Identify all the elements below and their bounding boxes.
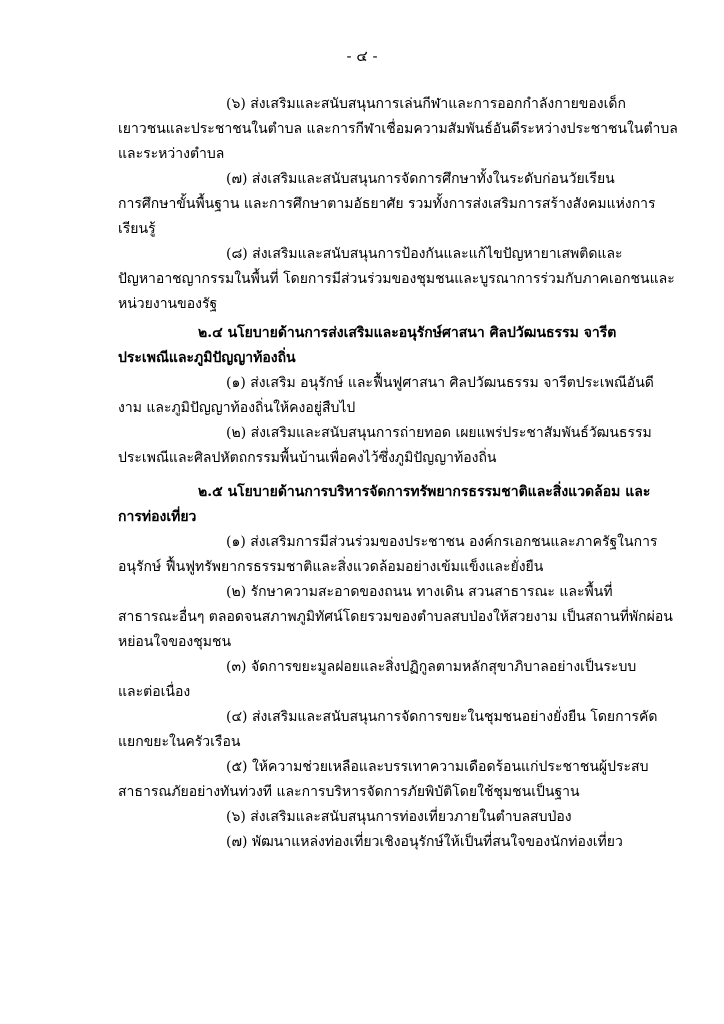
text-line: (๖) ส่งเสริมและสนับสนุนการเล่นกีฬาและการออกกำลังกายของเด็ก bbox=[226, 96, 626, 112]
page-number: - ๔ - bbox=[346, 47, 378, 65]
text-line: (๗) ส่งเสริมและสนับสนุนการจัดการศึกษาทั้งในระดับก่อนวัยเรียน bbox=[226, 171, 615, 187]
list-item-education bbox=[118, 167, 656, 242]
heading-line: ๒.๔ นโยบายด้านการส่งเสริมและอนุรักษ์ศาสนา ศิลปวัฒนธรรม จารีต bbox=[198, 325, 617, 341]
text-line: (๖) ส่งเสริมและสนับสนุนการท่องเที่ยวภายในตำบลสบป่อง bbox=[226, 809, 572, 825]
section-heading-2-4 bbox=[118, 321, 638, 371]
text-line: งาม และภูมิปัญญาท้องถิ่นให้คงอยู่สืบไป bbox=[118, 400, 356, 416]
text-line: แยกขยะในครัวเรือน bbox=[118, 734, 241, 750]
list-item-drug-prevention bbox=[118, 242, 675, 317]
list-item bbox=[118, 371, 654, 421]
text-line: (๓) จัดการขยะมูลฝอยและสิ่งปฏิกูลตามหลักสุขาภิบาลอย่างเป็นระบบ bbox=[226, 659, 637, 675]
text-line: (๔) ส่งเสริมและสนับสนุนการจัดการขยะในชุมชนอย่างยั่งยืน โดยการคัด bbox=[226, 709, 658, 725]
text-line: ปัญหาอาชญากรรมในพื้นที่ โดยการมีส่วนร่วมของชุมชนและบูรณาการร่วมกับภาคเอกชนและ bbox=[118, 271, 675, 287]
list-item bbox=[118, 580, 673, 655]
list-item-sport bbox=[118, 92, 678, 167]
text-line: อนุรักษ์ ฟื้นฟูทรัพยากรธรรมชาติและสิ่งแวดล้อมอย่างเข้มแข็งและยั่งยืน bbox=[118, 559, 544, 575]
text-line: (๕) ให้ความช่วยเหลือและบรรเทาความเดือดร้อนแก่ประชาชนผู้ประสบ bbox=[226, 759, 649, 775]
text-line: เรียนรู้ bbox=[118, 221, 156, 237]
list-item bbox=[118, 530, 658, 580]
text-line: ประเพณีและศิลปหัตถกรรมพื้นบ้านเพื่อคงไว้ซึ่งภูมิปัญญาท้องถิ่น bbox=[118, 450, 497, 466]
list-item bbox=[118, 755, 649, 805]
heading-line: ๒.๕ นโยบายด้านการบริหารจัดการทรัพยากรธรรมชาติและสิ่งแวดล้อม และ bbox=[198, 484, 651, 500]
text-line: เยาวชนและประชาชนในตำบล และการกีฬาเชื่อมความสัมพันธ์อันดีระหว่างประชาชนในตำบล bbox=[118, 121, 678, 137]
text-line: การศึกษาขั้นพื้นฐาน และการศึกษาตามอัธยาศัย รวมทั้งการส่งเสริมการสร้างสังคมแห่งการ bbox=[118, 196, 656, 212]
list-item bbox=[118, 705, 658, 755]
text-line: และระหว่างตำบล bbox=[118, 146, 225, 162]
heading-line: การท่องเที่ยว bbox=[118, 509, 197, 525]
text-line: สาธารณภัยอย่างทันท่วงที และการบริหารจัดการภัยพิบัติโดยใช้ชุมชนเป็นฐาน bbox=[118, 784, 580, 800]
text-line: (๒) รักษาความสะอาดของถนน ทางเดิน สวนสาธารณะ และพื้นที่ bbox=[226, 584, 613, 600]
list-item bbox=[118, 421, 652, 471]
text-line: สาธารณะอื่นๆ ตลอดจนสภาพภูมิทัศน์โดยรวมของตำบลสบป่องให้สวยงาม เป็นสถานที่พักผ่อน bbox=[118, 609, 673, 625]
text-line: (๑) ส่งเสริมการมีส่วนร่วมของประชาชน องค์กรเอกชนและภาครัฐในการ bbox=[226, 534, 658, 550]
text-line: (๑) ส่งเสริม อนุรักษ์ และฟื้นฟูศาสนา ศิลปวัฒนธรรม จารีตประเพณีอันดี bbox=[226, 375, 654, 391]
text-line: หน่วยงานของรัฐ bbox=[118, 296, 218, 312]
section-heading-2-5 bbox=[118, 480, 651, 530]
list-item bbox=[118, 830, 638, 855]
text-line: (๒) ส่งเสริมและสนับสนุนการถ่ายทอด เผยแพร่ประชาสัมพันธ์วัฒนธรรม bbox=[226, 425, 652, 441]
text-line: (๘) ส่งเสริมและสนับสนุนการป้องกันและแก้ไขปัญหายาเสพติดและ bbox=[226, 246, 623, 262]
text-line: (๗) พัฒนาแหล่งท่องเที่ยวเชิงอนุรักษ์ให้เป็นที่สนใจของนักท่องเที่ยว bbox=[226, 834, 623, 850]
heading-line: ประเพณีและภูมิปัญญาท้องถิ่น bbox=[118, 350, 296, 366]
list-item bbox=[118, 655, 638, 705]
document-body bbox=[118, 92, 678, 855]
list-item bbox=[118, 805, 638, 830]
text-line: หย่อนใจของชุมชน bbox=[118, 634, 232, 650]
text-line: และต่อเนื่อง bbox=[118, 684, 191, 700]
